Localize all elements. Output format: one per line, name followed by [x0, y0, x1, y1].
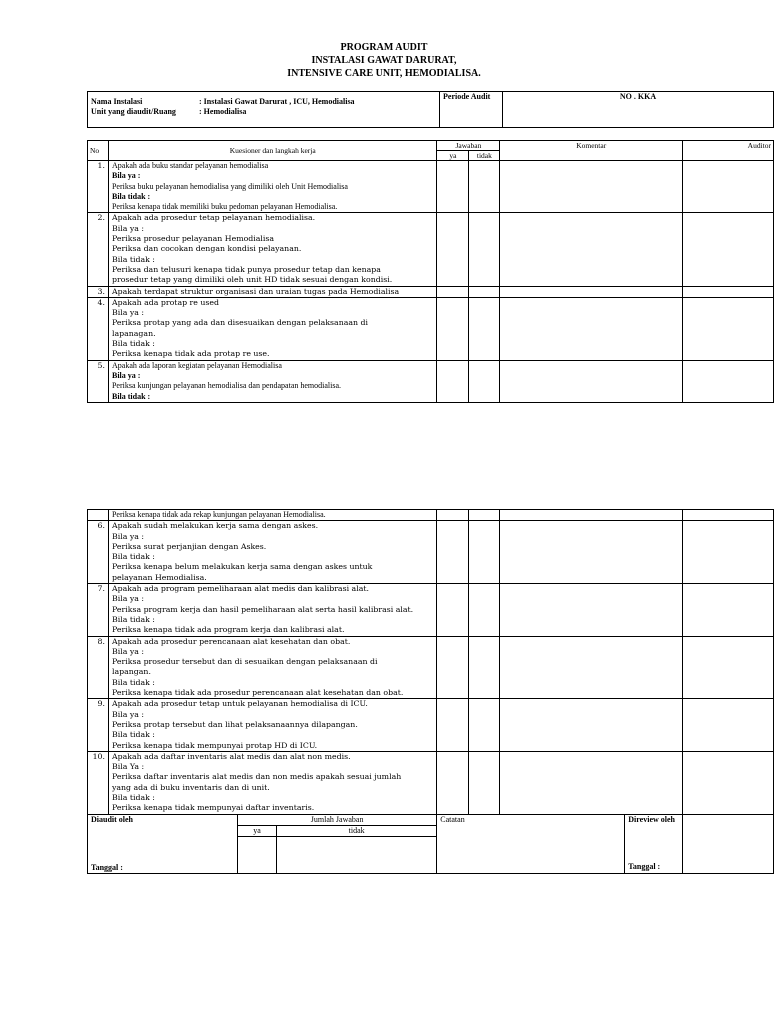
col-komentar: Komentar	[500, 141, 683, 161]
question-line: Periksa kenapa belum melakukan kerja sama dengan askes untuk	[111, 562, 373, 572]
komentar-cell[interactable]	[500, 286, 683, 297]
question-line: Periksa buku pelayanan hemodialisa yang dimiliki oleh Unit Hemodialisa	[111, 181, 348, 191]
auditor-cell[interactable]	[683, 213, 774, 286]
answer-ya-cell[interactable]	[437, 636, 469, 699]
auditor-cell[interactable]	[683, 161, 774, 213]
title-line-3: INTENSIVE CARE UNIT, HEMODIALISA.	[287, 68, 481, 79]
nama-instalasi-label: Nama Instalasi	[91, 97, 143, 106]
auditor-cell[interactable]	[683, 636, 774, 699]
question-line: Periksa surat perjanjian dengan Askes.	[111, 541, 267, 551]
question-cell	[108, 699, 436, 751]
question-line: Bila tidak :	[111, 254, 155, 264]
question-line: Apakah ada program pemeliharaan alat medis dan kalibrasi alat.	[111, 584, 369, 594]
komentar-cell[interactable]	[500, 161, 683, 213]
question-line: Periksa program kerja dan hasil pemeliharaan alat serta hasil kalibrasi alat.	[111, 604, 414, 614]
col-ya: ya	[437, 151, 469, 161]
question-line: Bila tidak :	[111, 793, 155, 803]
question-cell	[108, 161, 436, 213]
question-line: Periksa dan telusuri kenapa tidak punya prosedur tetap dan kenapa	[111, 264, 381, 274]
question-cell	[108, 510, 436, 521]
title-line-1: PROGRAM AUDIT	[340, 42, 428, 53]
answer-ya-cell[interactable]	[437, 360, 469, 402]
row-number: 6.	[88, 521, 109, 584]
diaudit-oleh: Diaudit oleh	[91, 814, 134, 824]
question-line: Periksa kenapa tidak mempunyai daftar inventaris.	[111, 803, 315, 813]
row-number: 8.	[88, 636, 109, 699]
unit-label: Unit yang diaudit/Ruang	[91, 107, 176, 116]
question-line: Apakah ada prosedur tetap pelayanan hemodialisa.	[111, 213, 316, 223]
question-line: Bila ya :	[111, 171, 141, 181]
auditor-cell[interactable]	[683, 360, 774, 402]
col-kuesioner: Kuesioner dan langkah kerja	[108, 141, 436, 161]
col-auditor: Auditor	[683, 141, 774, 161]
question-line: Apakah ada daftar inventaris alat medis dan alat non medis.	[111, 751, 351, 761]
answer-tidak-cell[interactable]	[469, 360, 500, 402]
answer-tidak-cell[interactable]	[469, 297, 500, 360]
answer-tidak-cell[interactable]	[469, 161, 500, 213]
row-number	[88, 510, 109, 521]
question-line: Bila ya :	[111, 594, 144, 604]
table-row	[88, 360, 774, 402]
komentar-cell[interactable]	[500, 699, 683, 751]
questionnaire-table-2	[87, 509, 774, 874]
question-line: Bila tidak :	[111, 552, 155, 562]
answer-ya-cell[interactable]	[437, 521, 469, 584]
auditor-cell[interactable]	[683, 297, 774, 360]
question-line: Bila ya :	[111, 370, 141, 380]
no-kka: NO . KKA	[503, 92, 774, 128]
question-line: Apakah ada protap re used	[111, 297, 220, 307]
row-number: 9.	[88, 699, 109, 751]
question-line: Periksa dan cocokan dengan kondisi pelayanan.	[111, 244, 302, 254]
col-tidak: tidak	[469, 151, 500, 161]
jumlah-jawaban: Jumlah Jawaban	[238, 815, 436, 826]
periode-audit: Periode Audit	[440, 92, 503, 128]
catatan: Catatan	[437, 815, 625, 873]
question-line: Bila tidak :	[111, 677, 155, 687]
question-line: Bila ya :	[111, 531, 144, 541]
table-row	[88, 297, 774, 360]
question-line: pelayanan Hemodialisa.	[111, 572, 207, 582]
auditor-cell[interactable]	[683, 699, 774, 751]
row-number: 10.	[88, 751, 109, 814]
question-line: Bila tidak :	[111, 730, 155, 740]
col-jawaban: Jawaban	[437, 141, 500, 151]
jumlah-ya: ya	[238, 826, 276, 837]
answer-ya-cell[interactable]	[437, 286, 469, 297]
komentar-cell[interactable]	[500, 584, 683, 636]
jumlah-tidak: tidak	[277, 826, 436, 837]
table-row	[88, 510, 774, 521]
komentar-cell[interactable]	[500, 521, 683, 584]
question-cell	[108, 584, 436, 636]
question-cell	[108, 360, 436, 402]
row-number: 2.	[88, 213, 109, 286]
answer-ya-cell[interactable]	[437, 751, 469, 814]
question-cell	[108, 521, 436, 584]
question-line: Apakah terdapat struktur organisasi dan uraian tugas pada Hemodialisa	[111, 286, 400, 296]
table-row	[88, 161, 774, 213]
question-line: Periksa daftar inventaris alat medis dan non medis apakah sesuai jumlah	[111, 772, 402, 782]
table-row	[88, 286, 774, 297]
komentar-cell[interactable]	[500, 297, 683, 360]
question-line: lapangan.	[111, 667, 151, 677]
question-line: Periksa kenapa tidak ada program kerja dan kalibrasi alat.	[111, 625, 345, 635]
question-line: Periksa kenapa tidak ada protap re use.	[111, 349, 270, 359]
question-line: Periksa prosedur tersebut dan di sesuaikan dengan pelaksanaan di	[111, 657, 378, 667]
question-line: Periksa kenapa tidak mempunyai protap HD di ICU.	[111, 740, 318, 750]
questionnaire-table-1	[87, 140, 774, 403]
answer-tidak-cell[interactable]	[469, 699, 500, 751]
question-line: Bila ya :	[111, 223, 144, 233]
table-row	[88, 751, 774, 814]
answer-ya-cell[interactable]	[437, 297, 469, 360]
question-line: Apakah ada prosedur tetap untuk pelayanan hemodialisa di ICU.	[111, 699, 368, 709]
question-line: Bila ya :	[111, 308, 144, 318]
col-no: No	[88, 141, 109, 161]
question-line: yang ada di buku inventaris dan di unit.	[111, 782, 270, 792]
auditor-cell[interactable]	[683, 510, 774, 521]
row-number: 7.	[88, 584, 109, 636]
question-cell	[108, 286, 436, 297]
nama-instalasi-value: : Instalasi Gawat Darurat , ICU, Hemodialisa	[199, 97, 355, 106]
question-line: prosedur tetap yang dimiliki oleh unit HD tidak sesuai dengan kondisi.	[111, 275, 393, 285]
table-row	[88, 521, 774, 584]
table-row	[88, 584, 774, 636]
answer-tidak-cell[interactable]	[469, 286, 500, 297]
answer-tidak-cell[interactable]	[469, 521, 500, 584]
title-line-2: INSTALASI GAWAT DARURAT,	[311, 55, 457, 66]
auditor-cell[interactable]	[683, 751, 774, 814]
question-line: Periksa protap yang ada dan disesuaikan dengan pelaksanaan di	[111, 318, 369, 328]
tanggal-review: Tanggal :	[628, 861, 661, 871]
tanggal-audit: Tanggal :	[91, 862, 123, 872]
answer-ya-cell[interactable]	[437, 213, 469, 286]
row-number: 3.	[88, 286, 109, 297]
question-line: Apakah ada laporan kegiatan pelayanan Hemodialisa	[111, 360, 282, 370]
answer-ya-cell[interactable]	[437, 161, 469, 213]
signoff-row	[88, 814, 774, 873]
auditor-cell[interactable]	[683, 521, 774, 584]
table-row	[88, 699, 774, 751]
question-line: Bila ya :	[111, 709, 144, 719]
question-line: Bila ya :	[111, 646, 144, 656]
question-line: Bila tidak :	[111, 191, 151, 201]
komentar-cell[interactable]	[500, 213, 683, 286]
answer-tidak-cell[interactable]	[469, 751, 500, 814]
auditor-cell[interactable]	[683, 286, 774, 297]
row-number: 4.	[88, 297, 109, 360]
question-line: Periksa kenapa tidak ada prosedur perencanaan alat kesehatan dan obat.	[111, 688, 404, 698]
question-line: Periksa kenapa tidak memiliki buku pedoman pelayanan Hemodialisa.	[111, 202, 338, 212]
question-line: Bila tidak :	[111, 614, 155, 624]
komentar-cell[interactable]	[500, 636, 683, 699]
row-number: 1.	[88, 161, 109, 213]
answer-ya-cell[interactable]	[437, 699, 469, 751]
question-line: Periksa kunjungan pelayanan hemodialisa dan pendapatan hemodialisa.	[111, 381, 342, 391]
question-line: Periksa protap tersebut dan lihat pelaksanaannya dilapangan.	[111, 719, 358, 729]
question-line: Bila Ya :	[111, 762, 145, 772]
komentar-cell[interactable]	[500, 510, 683, 521]
audit-info-table	[87, 91, 774, 128]
answer-tidak-cell[interactable]	[469, 510, 500, 521]
komentar-cell[interactable]	[500, 360, 683, 402]
answer-tidak-cell[interactable]	[469, 636, 500, 699]
table-row	[88, 636, 774, 699]
answer-ya-cell[interactable]	[437, 584, 469, 636]
answer-ya-cell[interactable]	[437, 510, 469, 521]
question-line: Bila tidak :	[111, 391, 151, 401]
question-line: Apakah ada buku standar pelayanan hemodialisa	[111, 161, 269, 170]
direview-oleh: Direview oleh	[628, 814, 675, 824]
answer-tidak-cell[interactable]	[469, 584, 500, 636]
table-row	[88, 213, 774, 286]
question-line: Apakah ada prosedur perencanaan alat kesehatan dan obat.	[111, 636, 351, 646]
auditor-cell[interactable]	[683, 584, 774, 636]
question-line: Apakah sudah melakukan kerja sama dengan askes.	[111, 521, 319, 531]
unit-value: : Hemodialisa	[199, 107, 247, 116]
question-cell	[108, 636, 436, 699]
question-line: lapanagan.	[111, 328, 156, 338]
komentar-cell[interactable]	[500, 751, 683, 814]
question-line: Periksa prosedur pelayanan Hemodialisa	[111, 234, 275, 244]
row-number: 5.	[88, 360, 109, 402]
question-line: Bila tidak :	[111, 339, 155, 349]
answer-tidak-cell[interactable]	[469, 213, 500, 286]
question-cell	[108, 297, 436, 360]
question-cell	[108, 751, 436, 814]
question-line: Periksa kenapa tidak ada rekap kunjungan pelayanan Hemodialisa.	[111, 510, 326, 519]
question-cell	[108, 213, 436, 286]
